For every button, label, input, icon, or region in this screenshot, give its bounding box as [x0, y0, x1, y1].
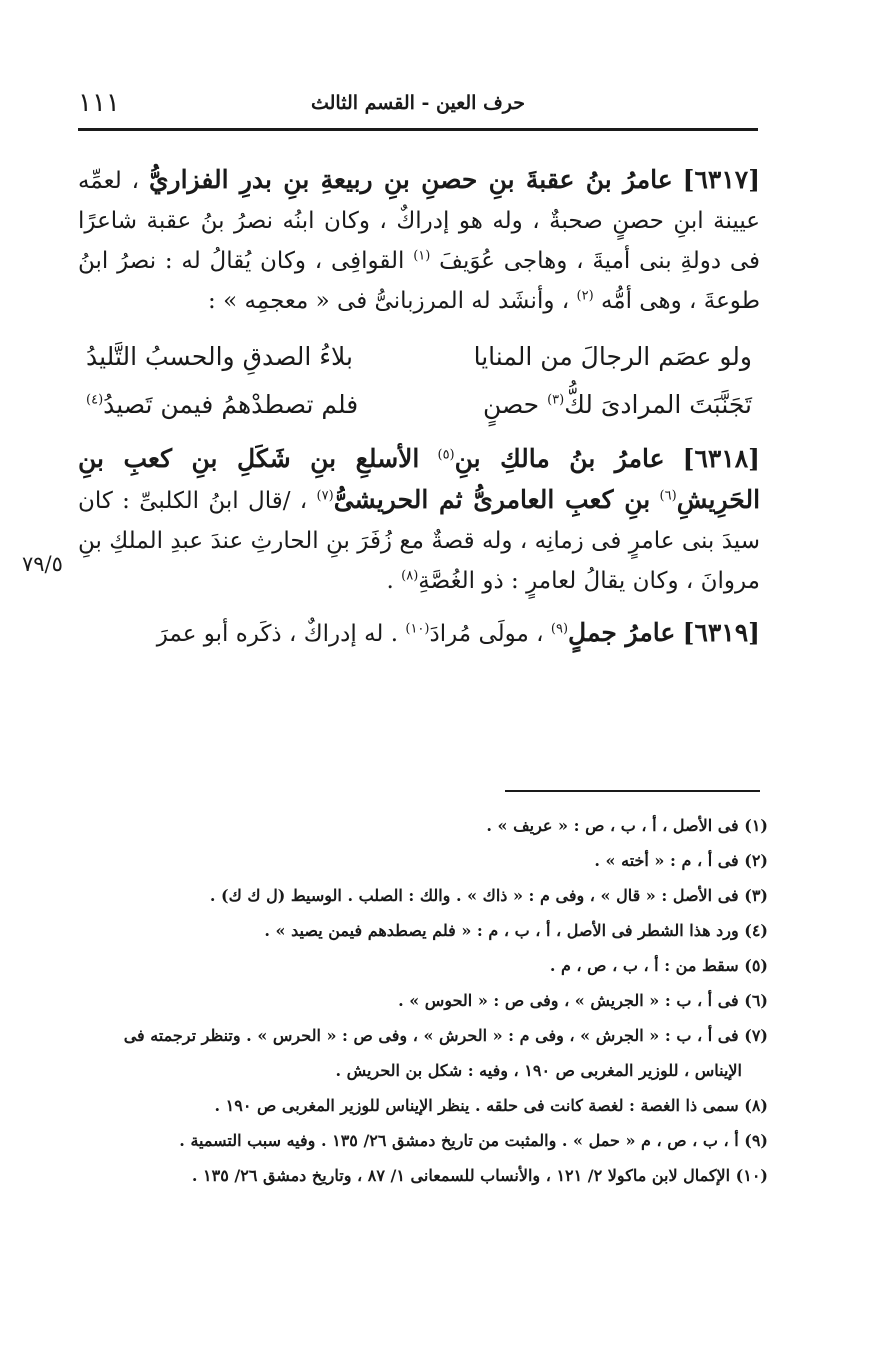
entry-6319 — [78, 613, 760, 654]
running-title: حرف العين - القسم الثالث — [310, 92, 525, 114]
entry-text: ، مولَى مُرادَ — [429, 621, 544, 647]
entry-number: [٦٣١٩] — [682, 618, 760, 647]
hemistich-text: تَجَنَّبَتَ المرادىَ لكُّ — [564, 390, 752, 419]
entry-text: . — [386, 568, 394, 594]
poem-verse — [78, 381, 760, 429]
hemistich: بلاءُ الصدقِ والحسبُ التَّليدُ — [86, 342, 353, 371]
footnote: (١٠) الإكمال لابن ماكولا ٢/ ١٢١ ، والأنساب للسمعانى ١/ ٨٧ ، وتاريخ دمشق ٢٦/ ١٣٥ . — [191, 1166, 768, 1185]
page-header — [78, 88, 758, 122]
hemistich-text: فلم تصطدْهمُ فيمن تَصيدُ — [103, 390, 359, 419]
footnote-ref: (١٠) — [405, 621, 430, 637]
entry-name: عامرُ بنُ عقبةَ بنِ حصنِ بنِ ربيعةِ بنِ بدرِ الفزاريُّ — [148, 165, 673, 194]
entry-6318 — [78, 439, 760, 601]
footnote: (٧) فى أ ، ب : « الجرش » ، وفى م : « الحرش » ، وفى ص : « الحرس » . وتنظر ترجمته فى — [123, 1026, 768, 1045]
footnote: (٢) فى أ ، م : « أخته » . — [594, 851, 768, 870]
entry-text: ، وأنشَد له المرزبانىُّ فى « معجمِه » : — [208, 288, 570, 314]
footnote-ref: (٤) — [86, 392, 104, 408]
footnote-ref: (٨) — [401, 568, 419, 584]
main-text — [78, 160, 760, 666]
footnote-continuation — [78, 1053, 768, 1088]
entry-text: . له إدراكٌ ، ذكَره أبو عمرَ — [156, 621, 399, 647]
entry-text: ، لعمِّه عيينة ابنِ حصنٍ صحبةٌ ، وله هو إدراكٌ ، وكان ابنُه نصرُ بنُ عقبة شاعرًا فى دولةِ بنى أميةَ ، وهاجى عُوَيفَ — [78, 168, 760, 274]
entry-number: [٦٣١٧] — [682, 165, 761, 194]
footnote-ref: (٧) — [316, 488, 334, 504]
footnote-ref: (٢) — [576, 288, 594, 304]
entry-name: عامرُ جملٍ — [568, 618, 676, 647]
entry-name: الأسلعِ بنِ شَكَلِ بنِ كعبِ بنِ الحَرِيشِ — [78, 444, 761, 514]
footnote-separator — [505, 790, 760, 792]
footnote-ref: (٩) — [550, 621, 569, 637]
footnote: (٣) فى الأصل : « قال » ، وفى م : « ذاك » . والك : الصلب . الوسيط (ل ك ك) . — [209, 886, 768, 905]
poem — [78, 333, 760, 429]
footnote: (١) فى الأصل ، أ ، ب ، ص : « عريف » . — [486, 816, 768, 835]
hemistich-text: حصنٍ — [482, 390, 540, 419]
footnote: (٥) سقط من : أ ، ب ، ص ، م . — [549, 956, 768, 975]
hemistich — [86, 381, 358, 429]
footnote-ref: (٣) — [547, 392, 565, 408]
header-rule — [78, 128, 758, 131]
entry-name: عامرُ بنُ مالكِ بنِ — [454, 444, 665, 473]
hemistich: ولو عصَم الرجالَ من المنايا — [473, 342, 752, 371]
footnote: (٨) سمى ذا الغصة : لغصة كانت فى حلقه . ينظر الإيناس للوزير المغربى ص ١٩٠ . — [214, 1096, 768, 1115]
entry-text: ، /قال ابنُ الكلبىِّ : كان سيدَ بنى عامرٍ فى زمانِه ، وله قصةٌ مع زُفَرَ بنِ الحارثِ عندَ عبدِ الملكِ بنِ مروانَ ، وكان يقالُ لعامرٍ : ذو الغُصَّةِ — [78, 488, 760, 594]
footnote: (٦) فى أ ، ب : « الجريش » ، وفى ص : « الحوس » . — [398, 991, 768, 1010]
hemistich — [483, 381, 752, 429]
entry-name: بنِ كعبِ العامرىُّ ثم الحريشىُّ — [333, 485, 651, 514]
footnote-ref: (١) — [413, 248, 431, 264]
poem-verse — [78, 333, 760, 381]
page-number: ١١١ — [78, 88, 120, 118]
footnote: (٤) ورد هذا الشطر فى الأصل ، أ ، ب ، م : « فلم يصطدهم فيمن يصيد » . — [264, 921, 768, 940]
margin-reference: ٧٩/٥ — [22, 552, 63, 576]
footnote-continuation-text: الإيناس ، للوزير المغربى ص ١٩٠ ، وفيه : شكل بن الحريش . — [335, 1061, 742, 1080]
footnotes — [78, 808, 768, 1193]
entry-6317 — [78, 160, 760, 321]
footnote-ref: (٥) — [437, 447, 455, 463]
entry-text: القوافِى ، وكان يُقالُ له : نصرُ ابنُ طوعةَ ، وهى أمُّه — [78, 248, 760, 314]
entry-number: [٦٣١٨] — [682, 444, 761, 473]
footnote-ref: (٦) — [659, 488, 677, 504]
footnote: (٩) أ ، ب ، ص ، م « حمل » . والمثبت من تاريخ دمشق ٢٦/ ١٣٥ . وفيه سبب التسمية . — [179, 1131, 768, 1150]
